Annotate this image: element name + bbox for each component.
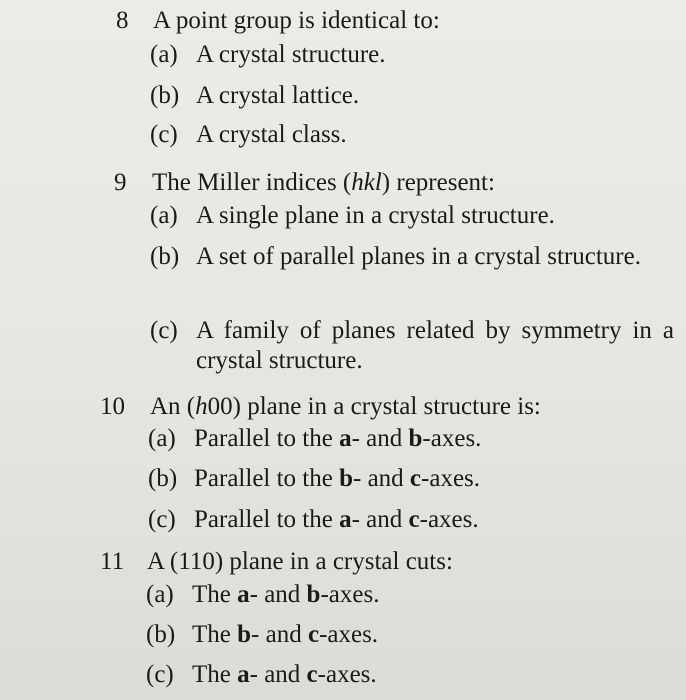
option-text: Parallel to the b- and c-axes. [194, 465, 481, 492]
question-text: An (h00) plane in a crystal structure is: [150, 393, 541, 420]
question-text: A (110) plane in a crystal cuts: [147, 548, 453, 575]
option-label: (c) [146, 661, 174, 688]
question-number: 9 [114, 169, 127, 196]
option-text: The a- and c-axes. [192, 661, 377, 688]
question-number: 10 [100, 393, 125, 420]
option-label: (b) [150, 82, 180, 109]
option-label: (a) [150, 202, 178, 229]
option-text: Parallel to the a- and c-axes. [194, 506, 479, 533]
option-text: Parallel to the a- and b-axes. [194, 425, 482, 452]
question-text: A point group is identical to: [153, 7, 440, 34]
option-text: The a- and b-axes. [192, 581, 380, 608]
option-label: (c) [150, 317, 178, 344]
option-label: (b) [150, 243, 180, 270]
option-label: (b) [148, 465, 178, 492]
option-text: A crystal structure. [196, 41, 386, 68]
option-label: (a) [148, 425, 176, 452]
option-text: The b- and c-axes. [192, 621, 379, 648]
option-text: A single plane in a crystal structure. [196, 202, 555, 229]
option-label: (c) [148, 506, 176, 533]
option-label: (c) [150, 121, 178, 148]
option-label: (a) [150, 41, 178, 68]
option-label: (b) [146, 621, 176, 648]
option-text: A family of planes related by symmetry in a crystal structure. [196, 317, 674, 374]
question-number: 8 [116, 7, 129, 34]
option-text: A crystal class. [196, 121, 347, 148]
option-text: A crystal lattice. [196, 82, 360, 109]
question-text: The Miller indices (hkl) represent: [152, 169, 495, 196]
option-text: A set of parallel planes in a crystal structure. [196, 243, 641, 270]
option-label: (a) [146, 581, 174, 608]
question-number: 11 [100, 548, 125, 575]
